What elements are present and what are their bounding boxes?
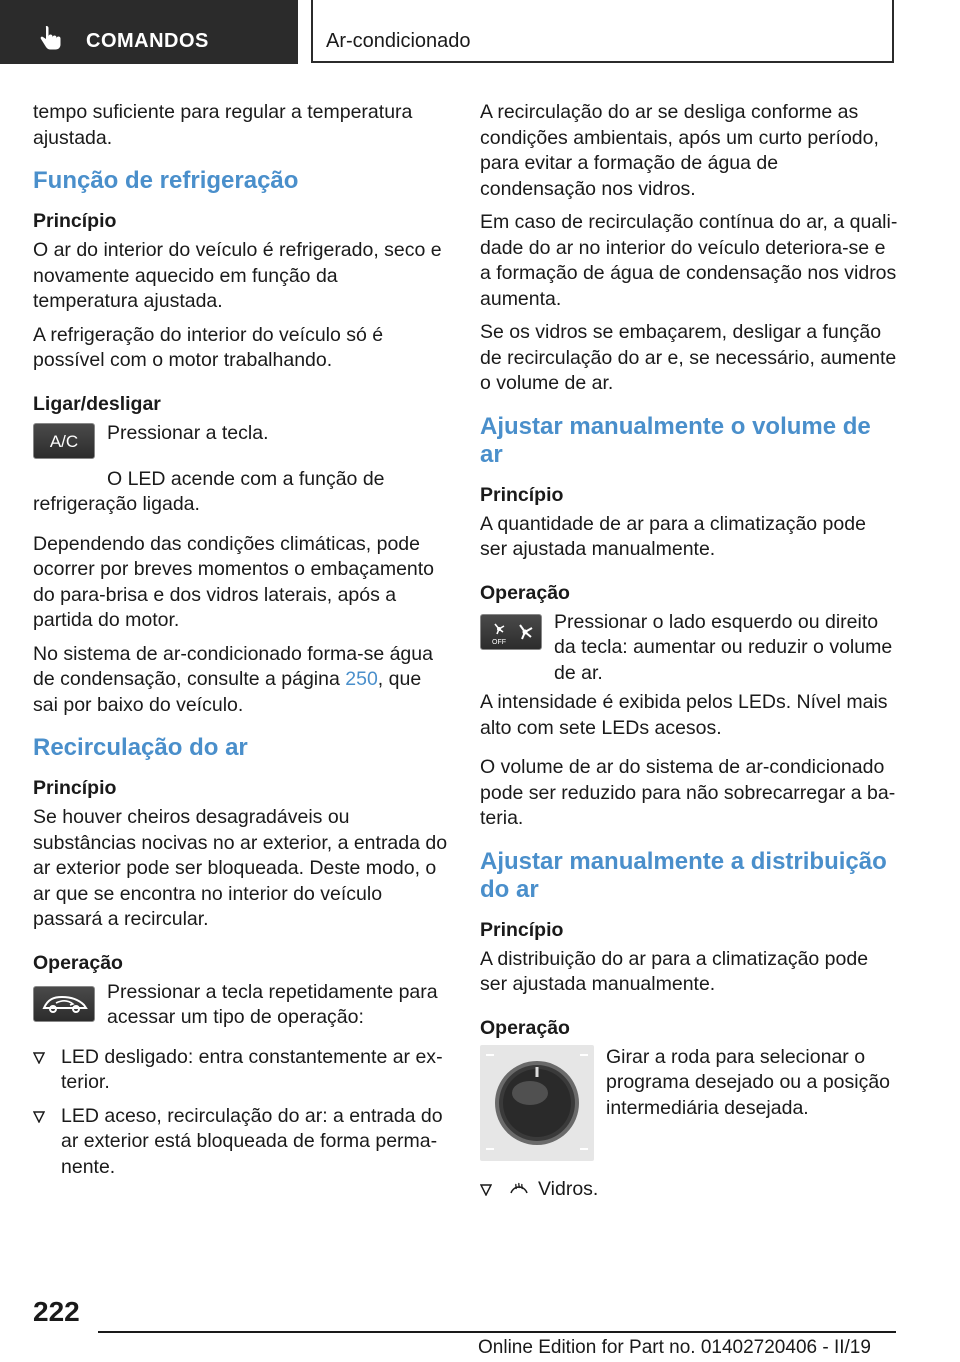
ac-button-label: A/C [49, 431, 79, 451]
page-number: 222 [33, 1296, 80, 1327]
volume-paragraph-3: O volume de ar do sistema de ar-condicionado pode ser reduzido para não sobrecarregar a bateria. [480, 756, 896, 829]
recirc-bullet-1 [33, 1045, 448, 1096]
section-title: COMANDOS [86, 30, 209, 52]
pointing-hand-icon [40, 26, 64, 52]
cooling-p4-text: No sistema de ar-condicionado forma-se água de condensação, consulte a página [33, 642, 433, 690]
cooling-title: Função de refrigeração [33, 167, 299, 194]
distribution-paragraph-1: A distribuição do ar para a climatização pode ser ajustada manualmente. [480, 947, 869, 995]
distribution-press-text: Girar a roda para selecionar o programa desejado ou a posição intermediária desejada. [606, 1045, 891, 1119]
right-column [480, 100, 898, 1210]
distribution-instruction [480, 1045, 898, 1169]
distribution-title: Ajustar manualmente a distribuição do ar [480, 847, 887, 903]
volume-press-text: Pressionar o lado esquerdo ou direito da tecla: aumentar ou reduzir o volume de ar. [554, 610, 893, 684]
left-column [33, 100, 448, 1188]
fan-icon [489, 620, 535, 646]
off-label: OFF [492, 638, 506, 646]
triangle-bullet-icon [33, 1111, 45, 1123]
recirc-operation-heading: Operação [33, 951, 123, 974]
recirc-cont-paragraph-2: Em caso de recirculação contínua do ar, a qualidade do ar no interior do veículo deteriora-se e a formação de água de condensação nos vidros aumenta. [480, 211, 898, 310]
distribution-operation-heading: Operação [480, 1016, 570, 1039]
volume-paragraph-2: A intensidade é exibida pelos LEDs. Nível mais alto com sete LEDs acesos. [480, 691, 888, 739]
page-250-link[interactable]: 250 [345, 668, 378, 690]
volume-paragraph-1: A quantidade de ar para a climatização pode ser ajustada manualmente. [480, 512, 866, 560]
triangle-bullet-icon [480, 1184, 492, 1196]
cooling-principle-heading: Princípio [33, 210, 117, 232]
recirc-press-text: Pressionar a tecla repetidamente para acessar um tipo de operação: [107, 980, 438, 1028]
distribution-bullet [480, 1177, 898, 1203]
recirc-instruction [33, 980, 448, 1031]
triangle-bullet-icon [33, 1052, 45, 1064]
volume-operation-heading: Operação [480, 581, 570, 604]
fan-button-image [480, 614, 542, 650]
cooling-paragraph-3: Dependendo das condições climáticas, pode ocorrer por breves momentos o embaçamento do para-brisa e dos vidros laterais, após a partida do motor. [33, 532, 435, 631]
onoff-heading: Ligar/desligar [33, 392, 161, 415]
section-tab [0, 0, 298, 64]
recirc-bullet-2-text: LED aceso, recirculação do ar: a entrada do ar exterior está bloqueada de forma permanente. [61, 1104, 443, 1178]
page-header [0, 0, 960, 66]
intro-text: tempo suficiente para regular a temperatura ajustada. [33, 101, 413, 149]
cooling-paragraph-2: A refrigeração do interior do veículo só é possível com o motor trabalhando. [33, 323, 384, 371]
ac-led-text: O LED acende com a função de refrigeração ligada. [33, 467, 385, 515]
volume-instruction [480, 610, 898, 687]
recirc-bullet-2 [33, 1104, 448, 1181]
ac-button-image [33, 423, 95, 459]
subsection-title: Ar-condicionado [326, 30, 471, 52]
volume-title: Ajustar manualmente o volume de ar [480, 412, 871, 468]
recirc-cont-paragraph-3: Se os vidros se embaçarem, desligar a função de recirculação do ar e, se necessário, aumente o volume de ar. [480, 321, 897, 394]
cooling-paragraph-1: O ar do interior do veículo é refrigerado, seco e novamente aquecido em função da temperatura ajustada. [33, 239, 442, 312]
recirc-paragraph-1: Se houver cheiros desagradáveis ou substâncias nocivas no ar exterior, a entrada do ar exterior pode ser bloqueada. Deste modo, o ar que se encontra no interior do veículo passará a recircular. [33, 806, 448, 930]
recirc-bullet-1-text: LED desligado: entra constantemente ar exterior. [61, 1045, 443, 1093]
ac-press-text: Pressionar a tecla. [107, 421, 269, 444]
cooling-p4-text-end: , que sai por baixo do veículo. [33, 668, 422, 716]
distribution-principle-heading: Princípio [480, 918, 564, 941]
recirc-cont-paragraph-1: A recirculação do ar se desliga conforme as condições ambientais, após um curto período, para evitar a formação de água de condensação nos vidros. [480, 101, 879, 200]
volume-principle-heading: Princípio [480, 483, 564, 506]
recirc-title: Recirculação do ar [33, 734, 248, 761]
recirc-button-image [33, 986, 95, 1022]
distribution-knob-image [480, 1045, 594, 1161]
ac-instruction [33, 421, 448, 471]
footer-divider [98, 1331, 896, 1333]
recirculation-icon [40, 993, 90, 1015]
rotary-knob-icon [480, 1045, 594, 1161]
cooling-paragraph-4 [33, 642, 448, 719]
edition-note: Online Edition for Part no. 01402720406 - II/19 [478, 1337, 871, 1358]
distribution-bullet-text: Vidros. [538, 1177, 599, 1200]
windshield-defrost-icon [510, 1181, 528, 1197]
recirc-principle-heading: Princípio [33, 777, 117, 799]
